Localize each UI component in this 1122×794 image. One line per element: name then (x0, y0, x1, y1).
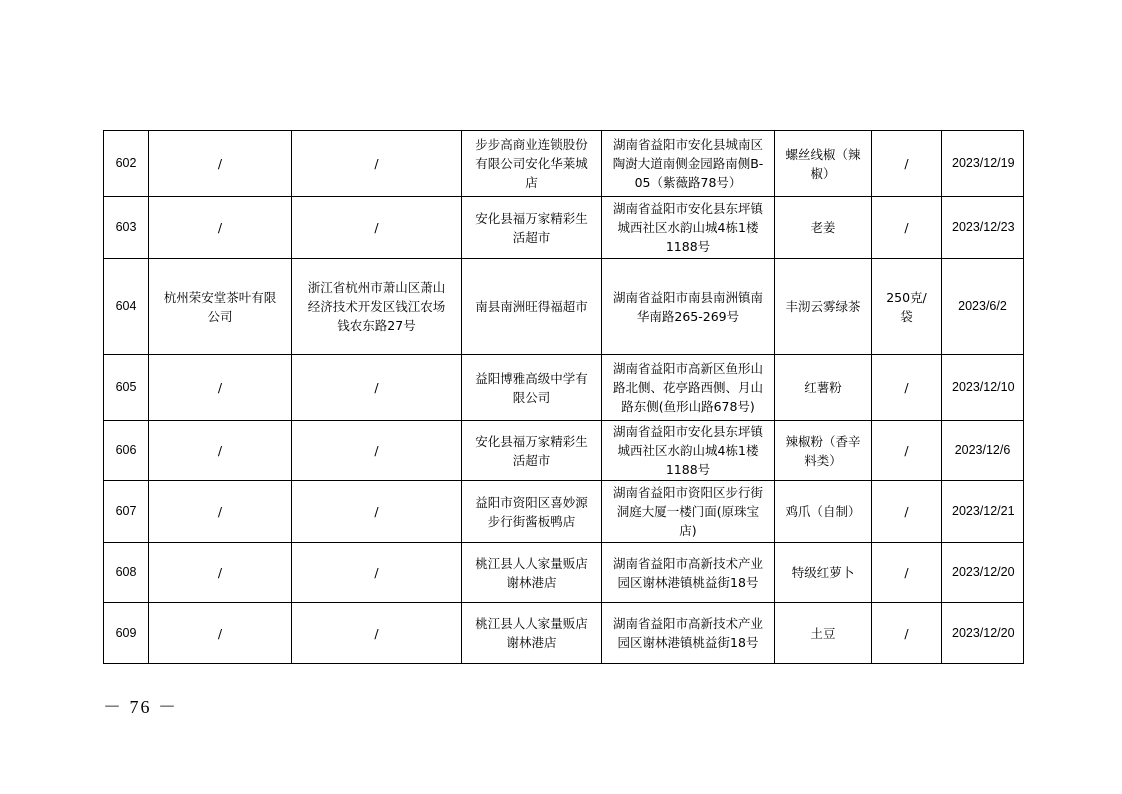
cell-manufacturer-address: / (292, 197, 462, 259)
page-number: － 76 － (103, 697, 178, 717)
table-row (104, 131, 1024, 197)
cell-manufacturer: / (149, 481, 292, 543)
cell-specification: / (872, 421, 942, 481)
cell-product-name: 螺丝线椒（辣椒） (775, 131, 872, 197)
cell-production-date: 2023/12/23 (942, 197, 1024, 259)
cell-manufacturer-address: / (292, 421, 462, 481)
table-row (104, 543, 1024, 603)
cell-product-name: 红薯粉 (775, 355, 872, 421)
cell-production-date: 2023/12/6 (942, 421, 1024, 481)
cell-seller: 南县南洲旺得福超市 (462, 259, 602, 355)
cell-seller-address: 湖南省益阳市高新技术产业园区谢林港镇桃益街18号 (602, 603, 775, 664)
cell-seller: 安化县福万家精彩生活超市 (462, 197, 602, 259)
cell-manufacturer: / (149, 603, 292, 664)
table-row (104, 259, 1024, 355)
cell-seller: 桃江县人人家量贩店谢林港店 (462, 603, 602, 664)
cell-sample-number: 604 (104, 259, 149, 355)
cell-production-date: 2023/6/2 (942, 259, 1024, 355)
cell-manufacturer: 杭州荣安堂茶叶有限公司 (149, 259, 292, 355)
cell-seller: 步步高商业连锁股份有限公司安化华莱城店 (462, 131, 602, 197)
cell-sample-number: 609 (104, 603, 149, 664)
cell-seller: 益阳博雅高级中学有限公司 (462, 355, 602, 421)
cell-sample-number: 606 (104, 421, 149, 481)
cell-product-name: 特级红萝卜 (775, 543, 872, 603)
cell-sample-number: 605 (104, 355, 149, 421)
cell-manufacturer-address: / (292, 355, 462, 421)
cell-seller-address: 湖南省益阳市安化县东坪镇城西社区水韵山城4栋1楼1188号 (602, 421, 775, 481)
records-table (103, 130, 1024, 664)
cell-product-name: 土豆 (775, 603, 872, 664)
table-row (104, 481, 1024, 543)
table-row (104, 197, 1024, 259)
cell-specification: 250克/袋 (872, 259, 942, 355)
cell-manufacturer-address: / (292, 543, 462, 603)
cell-seller-address: 湖南省益阳市资阳区步行街洞庭大厦一楼门面(原珠宝店) (602, 481, 775, 543)
cell-manufacturer-address: 浙江省杭州市萧山区萧山经济技术开发区钱江农场钱农东路27号 (292, 259, 462, 355)
cell-specification: / (872, 131, 942, 197)
cell-specification: / (872, 197, 942, 259)
cell-product-name: 鸡爪（自制） (775, 481, 872, 543)
cell-specification: / (872, 355, 942, 421)
cell-specification: / (872, 481, 942, 543)
cell-production-date: 2023/12/20 (942, 543, 1024, 603)
cell-seller: 安化县福万家精彩生活超市 (462, 421, 602, 481)
cell-sample-number: 608 (104, 543, 149, 603)
cell-production-date: 2023/12/10 (942, 355, 1024, 421)
cell-sample-number: 603 (104, 197, 149, 259)
table-body (104, 131, 1024, 664)
cell-manufacturer: / (149, 421, 292, 481)
cell-specification: / (872, 543, 942, 603)
cell-seller-address: 湖南省益阳市高新区鱼形山路北侧、花亭路西侧、月山路东侧(鱼形山路678号) (602, 355, 775, 421)
cell-product-name: 老姜 (775, 197, 872, 259)
cell-manufacturer-address: / (292, 481, 462, 543)
cell-sample-number: 602 (104, 131, 149, 197)
cell-manufacturer-address: / (292, 131, 462, 197)
table-row (104, 355, 1024, 421)
cell-sample-number: 607 (104, 481, 149, 543)
cell-seller-address: 湖南省益阳市安化县城南区陶澍大道南侧金园路南侧B-05（紫薇路78号） (602, 131, 775, 197)
cell-production-date: 2023/12/21 (942, 481, 1024, 543)
cell-seller-address: 湖南省益阳市安化县东坪镇城西社区水韵山城4栋1楼1188号 (602, 197, 775, 259)
cell-specification: / (872, 603, 942, 664)
cell-manufacturer: / (149, 131, 292, 197)
cell-manufacturer-address: / (292, 603, 462, 664)
cell-product-name: 丰沏云雾绿茶 (775, 259, 872, 355)
cell-production-date: 2023/12/20 (942, 603, 1024, 664)
table-row (104, 421, 1024, 481)
cell-seller: 桃江县人人家量贩店谢林港店 (462, 543, 602, 603)
cell-seller-address: 湖南省益阳市南县南洲镇南华南路265-269号 (602, 259, 775, 355)
cell-seller-address: 湖南省益阳市高新技术产业园区谢林港镇桃益街18号 (602, 543, 775, 603)
cell-manufacturer: / (149, 197, 292, 259)
cell-production-date: 2023/12/19 (942, 131, 1024, 197)
cell-manufacturer: / (149, 543, 292, 603)
cell-manufacturer: / (149, 355, 292, 421)
table-row (104, 603, 1024, 664)
cell-seller: 益阳市资阳区喜妙源步行街酱板鸭店 (462, 481, 602, 543)
cell-product-name: 辣椒粉（香辛料类） (775, 421, 872, 481)
